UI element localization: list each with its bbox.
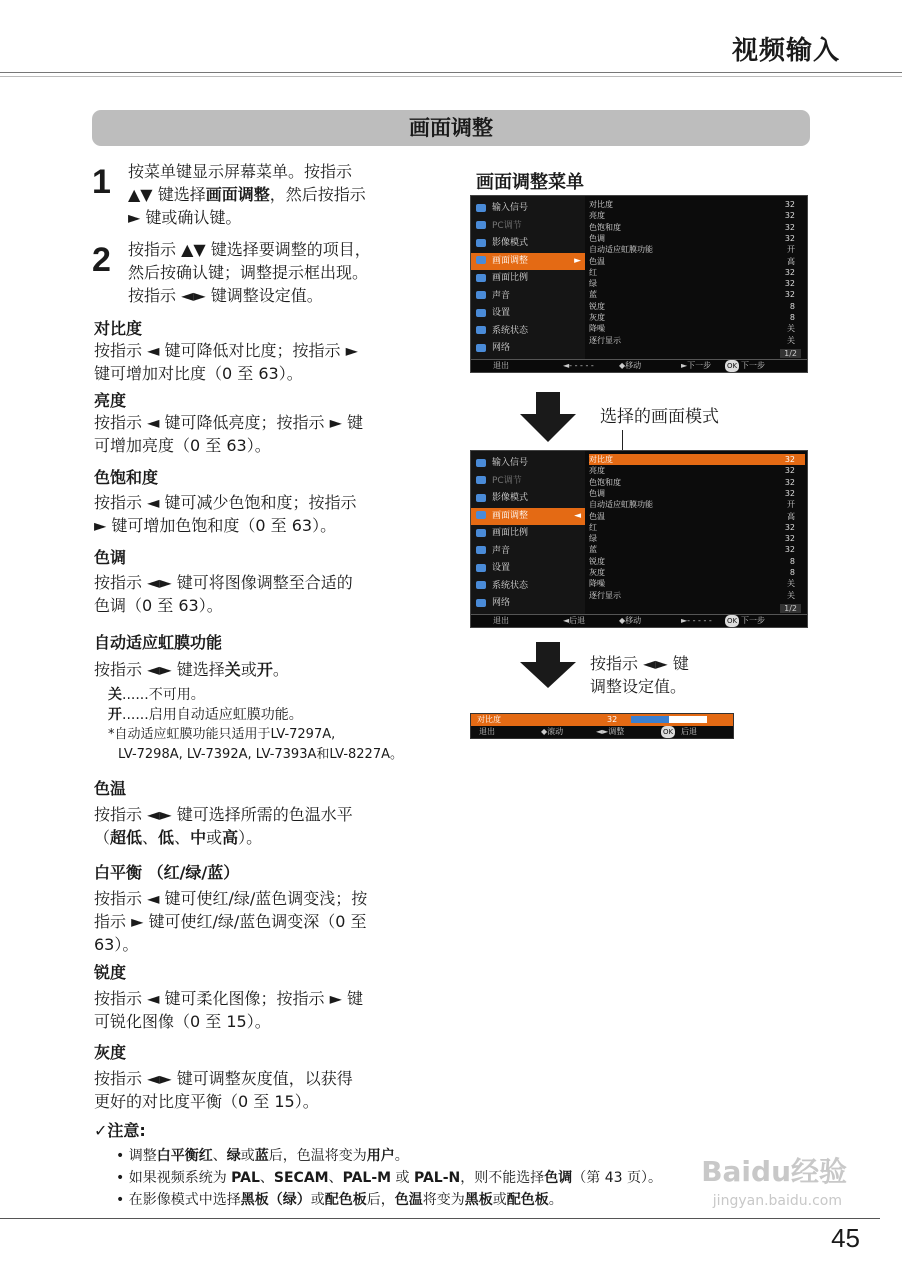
- osd-menu-item[interactable]: [471, 218, 585, 235]
- adjust-scroll: ◆滚动: [541, 727, 564, 736]
- osd-menu-item-label: 系统状态: [492, 325, 529, 336]
- step-2-text: [128, 238, 448, 307]
- osd-menu-item[interactable]: [471, 340, 585, 357]
- osd-setting-value: 关: [787, 324, 795, 334]
- menu-callout: 选择的画面模式: [600, 407, 719, 427]
- osd-setting-row[interactable]: [589, 267, 805, 278]
- item-line: 指示 ► 键可使红/绿/蓝色调变深（0 至: [94, 912, 367, 931]
- note-text: 或: [492, 1192, 507, 1208]
- osd-menu-item-label: 网络: [492, 343, 511, 353]
- osd-sidebar: [471, 451, 585, 615]
- osd-setting-row[interactable]: [589, 454, 805, 465]
- menu-item-icon: [476, 239, 486, 247]
- osd-setting-row[interactable]: [589, 578, 805, 589]
- osd-page-indicator: 1/2: [780, 349, 801, 358]
- osd-setting-label: 灰度: [589, 313, 605, 322]
- osd-setting-row[interactable]: [589, 301, 805, 312]
- osd-setting-row[interactable]: [589, 556, 805, 567]
- item-line: 可锐化图像（0 至 15）。: [94, 1012, 271, 1031]
- osd-sidebar: [471, 196, 585, 360]
- osd-menu-item-label: 网络: [492, 598, 511, 608]
- osd-menu-item[interactable]: [471, 288, 585, 305]
- note-bold: 白平衡红: [156, 1148, 213, 1164]
- note-bold: 用户: [366, 1148, 395, 1164]
- note-text: 、: [259, 1170, 274, 1186]
- osd-menu-item[interactable]: [471, 235, 585, 252]
- header-rule-thin: [0, 76, 902, 77]
- step-1-line-2c: ，然后按指示: [269, 185, 366, 204]
- menu-title: 画面调整菜单: [476, 172, 584, 193]
- menu-item-icon: [476, 326, 486, 334]
- osd-menu-item[interactable]: [471, 508, 585, 525]
- menu-item-icon: [476, 476, 486, 484]
- item-line: 可增加亮度（0 至 63）。: [94, 436, 271, 455]
- item-heading: 色温: [94, 779, 127, 798]
- iris-off: 关: [224, 660, 241, 679]
- arrow-right-icon: ►: [574, 255, 581, 266]
- iris-off-desc: [108, 685, 474, 705]
- osd-setting-label: 降噪: [589, 579, 605, 589]
- note-bold: 配色板: [506, 1192, 549, 1208]
- osd-footer-hint: ◄后退: [563, 616, 586, 625]
- iris-on-value: ......启用自动适应虹膜功能。: [122, 707, 303, 723]
- note-bold: PAL: [231, 1170, 260, 1186]
- osd-menu-item[interactable]: [471, 525, 585, 542]
- osd-menu-item-label: 影像模式: [492, 493, 529, 503]
- osd-setting-value: 8: [789, 301, 795, 311]
- osd-menu-item-label: 影像模式: [492, 238, 529, 248]
- osd-menu-item-label: 输入信号: [492, 458, 529, 468]
- item-heading: 色调: [94, 548, 127, 567]
- iris-on-key: 开: [108, 707, 122, 723]
- step-number-1: 1: [92, 163, 111, 201]
- iris-on: 开: [256, 660, 273, 679]
- osd-setting-row[interactable]: [589, 323, 805, 334]
- adjust-exit: 退出: [479, 727, 495, 736]
- item-heading: 对比度: [94, 319, 143, 338]
- note-text: （第 43 页）。: [572, 1170, 662, 1186]
- osd-setting-label: 色温: [589, 511, 605, 521]
- osd-setting-value: 32: [784, 534, 795, 544]
- osd-setting-label: 色饱和度: [589, 477, 621, 487]
- osd-setting-row[interactable]: [589, 533, 805, 544]
- ok-icon: OK: [727, 617, 738, 625]
- note-text: 。: [394, 1148, 409, 1164]
- osd-setting-value: 32: [784, 222, 795, 232]
- note-bold: SECAM: [273, 1170, 329, 1186]
- osd-menu-item[interactable]: [471, 560, 585, 577]
- note-text: 。: [548, 1192, 563, 1208]
- adjust-bar: [470, 713, 734, 739]
- osd-setting-label: 自动适应虹膜功能: [589, 245, 653, 255]
- osd-setting-value: 32: [784, 477, 795, 487]
- item-line: 按指示 ◄ 键可降低亮度；按指示 ► 键: [94, 413, 363, 432]
- osd-setting-row[interactable]: [589, 488, 805, 499]
- osd-setting-value: 32: [784, 455, 795, 464]
- step-1-line-3: ► 键或确认键。: [128, 208, 242, 227]
- note-text: 将变为: [422, 1192, 465, 1208]
- osd-setting-row[interactable]: [589, 278, 805, 289]
- adjust-callout-line-1: 按指示 ◄► 键: [590, 654, 689, 673]
- ct-option: 超低: [110, 828, 143, 847]
- osd-setting-label: 蓝: [589, 545, 597, 555]
- osd-menu-1: [470, 195, 808, 373]
- osd-menu-item[interactable]: [471, 473, 585, 490]
- item-line: 按指示 ◄ 键可降低对比度；按指示 ►: [94, 341, 358, 360]
- osd-menu-item[interactable]: [471, 490, 585, 507]
- osd-setting-label: 逐行显示: [589, 335, 621, 345]
- item-auto-iris: [94, 630, 474, 765]
- osd-menu-item-label: PC调节: [492, 220, 522, 231]
- osd-menu-item-label: 系统状态: [492, 580, 529, 591]
- note-bold: 黑板（绿）: [240, 1192, 311, 1208]
- note-text: 、: [212, 1148, 227, 1164]
- note-bold: 色温: [394, 1192, 423, 1208]
- osd-setting-label: 灰度: [589, 568, 605, 577]
- iris-text: 按指示 ◄► 键选择: [94, 660, 225, 679]
- menu-item-icon: [476, 599, 486, 607]
- menu-item-icon: [476, 564, 486, 572]
- note-bold: 色调: [544, 1170, 573, 1186]
- osd-setting-value: 32: [784, 522, 795, 532]
- ct-text: 或: [206, 828, 223, 847]
- menu-item-icon: [476, 511, 486, 519]
- adjust-bar-footer: [471, 726, 733, 738]
- osd-setting-label: 红: [589, 267, 597, 277]
- osd-setting-value: 32: [784, 267, 795, 277]
- osd-footer-hint: 下一步: [741, 616, 765, 625]
- ct-option: 高: [222, 828, 239, 847]
- step-1-line-2: [128, 183, 448, 206]
- menu-item-icon: [476, 344, 486, 352]
- osd-setting-row[interactable]: [589, 244, 805, 255]
- osd-setting-value: 32: [784, 211, 795, 221]
- osd-setting-label: 绿: [589, 279, 597, 289]
- adjust-back: 后退: [681, 727, 697, 736]
- item-line: 63）。: [94, 935, 139, 954]
- adjust-bar-top: [471, 714, 733, 726]
- osd-setting-value: 32: [784, 466, 795, 476]
- item-line: 按指示 ◄ 键可减少色饱和度；按指示: [94, 493, 357, 512]
- step-2-line-2: 然后按确认键；调整提示框出现。: [128, 263, 369, 282]
- osd-setting-row[interactable]: [589, 511, 805, 522]
- ct-text: （: [94, 828, 111, 847]
- osd-menu-item-label: 声音: [492, 545, 511, 556]
- osd-footer-hint: 下一步: [741, 361, 765, 370]
- osd-footer: [471, 359, 807, 372]
- step-1-line-2a: ▲▼ 键选择: [128, 185, 206, 204]
- note-heading: ✓注意:: [94, 1121, 146, 1140]
- osd-setting-row[interactable]: [589, 289, 805, 300]
- ok-icon: OK: [663, 728, 674, 736]
- step-2-line-1: 按指示 ▲▼ 键选择要调整的项目，: [128, 240, 371, 259]
- item-sharpness: [94, 960, 444, 1033]
- note-bold: 配色板: [324, 1192, 367, 1208]
- osd-setting-value: 高: [787, 256, 795, 266]
- osd-setting-value: 32: [784, 233, 795, 243]
- item-tint: [94, 545, 439, 617]
- arrow-left-icon: ◄: [574, 510, 581, 521]
- osd-setting-label: 自动适应虹膜功能: [589, 500, 653, 510]
- page-number: 45: [831, 1223, 860, 1253]
- osd-setting-label: 色调: [589, 488, 605, 498]
- osd-menu-item-label: 输入信号: [492, 203, 529, 213]
- osd-menu-item[interactable]: [471, 200, 585, 217]
- osd-footer-hint: ◆移动: [619, 361, 642, 370]
- osd-menu-item[interactable]: [471, 323, 585, 340]
- iris-text: 。: [272, 660, 289, 679]
- iris-on-desc: [108, 705, 474, 725]
- osd-setting-row[interactable]: [589, 522, 805, 533]
- osd-setting-row[interactable]: [589, 256, 805, 267]
- note-text: 或: [240, 1148, 255, 1164]
- menu-item-icon: [476, 546, 486, 554]
- osd-menu-item-label: 设置: [492, 563, 511, 573]
- ct-option: 低: [158, 828, 175, 847]
- menu-item-icon: [476, 256, 486, 264]
- osd-setting-value: 8: [789, 313, 795, 322]
- iris-note-2: LV-7298A, LV-7392A, LV-7393A和LV-8227A。: [118, 747, 403, 762]
- step-1-line-1: 按菜单键显示屏幕菜单。按指示: [128, 162, 353, 181]
- osd-setting-value: 32: [784, 545, 795, 555]
- osd-menu-item[interactable]: [471, 455, 585, 472]
- osd-menu-item[interactable]: [471, 595, 585, 612]
- note-text: • 如果视频系统为: [116, 1170, 232, 1186]
- osd-menu-item-label: 设置: [492, 308, 511, 318]
- osd-setting-value: 8: [789, 568, 795, 577]
- item-heading: 灰度: [94, 1043, 127, 1062]
- osd-menu-item[interactable]: [471, 253, 585, 270]
- note-text: 、: [328, 1170, 343, 1186]
- iris-off-value: ......不可用。: [122, 687, 205, 703]
- item-heading: 亮度: [94, 391, 127, 410]
- osd-setting-value: 开: [787, 245, 795, 255]
- menu-item-icon: [476, 291, 486, 299]
- item-line: 按指示 ◄► 键可将图像调整至合适的: [94, 573, 353, 592]
- osd-setting-row[interactable]: [589, 477, 805, 488]
- note-bold: 蓝: [254, 1148, 269, 1164]
- menu-item-icon: [476, 581, 486, 589]
- osd-menu-item[interactable]: [471, 305, 585, 322]
- osd-setting-row[interactable]: [589, 312, 805, 323]
- osd-setting-row[interactable]: [589, 499, 805, 510]
- osd-menu-item[interactable]: [471, 543, 585, 560]
- osd-list: [589, 451, 805, 615]
- item-brightness: [94, 388, 439, 457]
- menu-item-icon: [476, 221, 486, 229]
- note-bold: PAL-N: [413, 1170, 461, 1186]
- item-heading: 白平衡 （红/绿/蓝）: [94, 863, 240, 882]
- osd-setting-label: 降噪: [589, 324, 605, 334]
- osd-setting-row[interactable]: [589, 567, 805, 578]
- item-heading: 自动适应虹膜功能: [94, 633, 223, 652]
- osd-setting-value: 32: [784, 279, 795, 289]
- item-line: 按指示 ◄► 键可选择所需的色温水平: [94, 805, 353, 824]
- adjust-slider-fill: [631, 716, 669, 723]
- osd-setting-value: 32: [784, 200, 795, 209]
- menu-item-icon: [476, 204, 486, 212]
- osd-menu-item[interactable]: [471, 270, 585, 287]
- osd-setting-row[interactable]: [589, 210, 805, 221]
- menu-item-icon: [476, 494, 486, 502]
- step-number-2: 2: [92, 241, 111, 279]
- note-bold: PAL-M: [342, 1170, 392, 1186]
- item-line: 按指示 ◄ 键可柔化图像；按指示 ► 键: [94, 989, 363, 1008]
- osd-setting-label: 锐度: [589, 301, 605, 311]
- item-line: 按指示 ◄► 键可调整灰度值，以获得: [94, 1069, 353, 1088]
- osd-menu-item-label: PC调节: [492, 475, 522, 486]
- osd-footer-hint: 退出: [493, 361, 509, 370]
- osd-setting-label: 锐度: [589, 556, 605, 566]
- note-text: 后，: [366, 1192, 395, 1208]
- osd-footer-hint: ◆移动: [619, 616, 642, 625]
- osd-setting-label: 红: [589, 522, 597, 532]
- note-text: ，则不能选择: [460, 1170, 545, 1186]
- colortemp-line-2: [94, 826, 454, 849]
- item-gamma: [94, 1040, 444, 1113]
- note-bold: 黑板: [464, 1192, 493, 1208]
- osd-setting-label: 色调: [589, 233, 605, 243]
- step-2-line-3: 按指示 ◄► 键调整设定值。: [128, 286, 323, 305]
- item-color-temp: [94, 776, 454, 849]
- note-text: 或: [391, 1170, 414, 1186]
- osd-setting-label: 逐行显示: [589, 590, 621, 600]
- ct-text: 、: [142, 828, 159, 847]
- item-heading: 锐度: [94, 963, 127, 982]
- iris-note-1: *自动适应虹膜功能只适用于LV-7297A,: [108, 727, 336, 742]
- osd-menu-item-label: 画面比例: [492, 273, 529, 283]
- ct-option: 中: [190, 828, 207, 847]
- item-contrast: [94, 316, 439, 385]
- menu-item-icon: [476, 529, 486, 537]
- osd-setting-row[interactable]: [589, 590, 805, 601]
- osd-setting-label: 对比度: [589, 200, 613, 209]
- osd-list: [589, 196, 805, 360]
- osd-page-indicator: 1/2: [780, 604, 801, 613]
- osd-setting-row[interactable]: [589, 233, 805, 244]
- adjust-bar-value: 32: [607, 715, 618, 724]
- note-text: 后，色温将变为: [268, 1148, 367, 1164]
- osd-footer: [471, 614, 807, 627]
- osd-setting-row[interactable]: [589, 222, 805, 233]
- item-heading: 色饱和度: [94, 468, 159, 487]
- osd-footer-hint: ►下一步: [681, 361, 712, 370]
- iris-line-1: [94, 658, 474, 681]
- osd-menu-2: [470, 450, 808, 628]
- header-rule: [0, 72, 902, 73]
- osd-setting-value: 开: [787, 500, 795, 510]
- osd-setting-row[interactable]: [589, 199, 805, 210]
- step-1-menu-name: 画面调整: [205, 185, 270, 204]
- adjust-adjust: ◄►调整: [596, 727, 625, 736]
- osd-setting-label: 绿: [589, 534, 597, 544]
- osd-setting-row[interactable]: [589, 335, 805, 346]
- osd-setting-value: 关: [787, 590, 795, 600]
- menu-item-icon: [476, 274, 486, 282]
- osd-setting-row[interactable]: [589, 544, 805, 555]
- item-line: 更好的对比度平衡（0 至 15）。: [94, 1092, 319, 1111]
- osd-menu-item-label: 声音: [492, 290, 511, 301]
- note-text: • 在影像模式中选择: [116, 1192, 241, 1208]
- osd-menu-item-label: 画面调整: [492, 255, 529, 266]
- watermark: Baidu经验: [701, 1155, 847, 1188]
- ct-text: 、: [174, 828, 191, 847]
- adjust-callout-line-2: 调整设定值。: [590, 677, 687, 696]
- item-white-balance: [94, 860, 444, 956]
- section-title: 画面调整: [92, 110, 810, 146]
- item-line: 按指示 ◄ 键可使红/绿/蓝色调变浅；按: [94, 889, 368, 908]
- osd-setting-value: 32: [784, 290, 795, 300]
- item-line: ► 键可增加色饱和度（0 至 63）。: [94, 516, 337, 535]
- osd-setting-value: 32: [784, 488, 795, 498]
- adjust-bar-label: 对比度: [477, 715, 501, 724]
- osd-setting-label: 亮度: [589, 466, 605, 476]
- osd-setting-label: 蓝: [589, 290, 597, 300]
- menu-item-icon: [476, 459, 486, 467]
- osd-setting-value: 关: [787, 335, 795, 345]
- note-bold: 绿: [226, 1148, 241, 1164]
- note-text: • 调整: [116, 1148, 157, 1164]
- iris-off-key: 关: [108, 687, 122, 703]
- ok-icon: OK: [727, 362, 738, 370]
- osd-setting-label: 色温: [589, 256, 605, 266]
- osd-setting-value: 关: [787, 579, 795, 589]
- step-1-text: [128, 160, 448, 229]
- osd-setting-label: 色饱和度: [589, 222, 621, 232]
- down-arrow-icon: [520, 392, 576, 442]
- adjust-callout: [590, 652, 689, 698]
- adjust-slider[interactable]: [631, 716, 707, 723]
- watermark-url: jingyan.baidu.com: [712, 1193, 842, 1209]
- osd-footer-hint: 退出: [493, 616, 509, 625]
- osd-menu-item-label: 画面调整: [492, 510, 529, 521]
- osd-setting-value: 8: [789, 556, 795, 566]
- down-arrow-icon: [520, 642, 576, 688]
- osd-setting-label: 亮度: [589, 211, 605, 221]
- item-line: 键可增加对比度（0 至 63）。: [94, 364, 303, 383]
- osd-menu-item[interactable]: [471, 578, 585, 595]
- osd-setting-label: 对比度: [589, 455, 613, 464]
- osd-footer-hint: ►- - - - -: [681, 616, 712, 625]
- footer-rule: [0, 1218, 880, 1219]
- note-text: 或: [310, 1192, 325, 1208]
- item-saturation: [94, 465, 439, 537]
- item-line: 色调（0 至 63）。: [94, 596, 223, 615]
- osd-setting-value: 高: [787, 511, 795, 521]
- menu-item-icon: [476, 309, 486, 317]
- iris-text: 或: [240, 660, 257, 679]
- osd-footer-hint: ◄- - - - -: [563, 361, 594, 370]
- osd-setting-row[interactable]: [589, 465, 805, 476]
- osd-menu-item-label: 画面比例: [492, 528, 529, 538]
- chapter-title: 视频输入: [731, 36, 840, 66]
- ct-text: ）。: [238, 828, 263, 847]
